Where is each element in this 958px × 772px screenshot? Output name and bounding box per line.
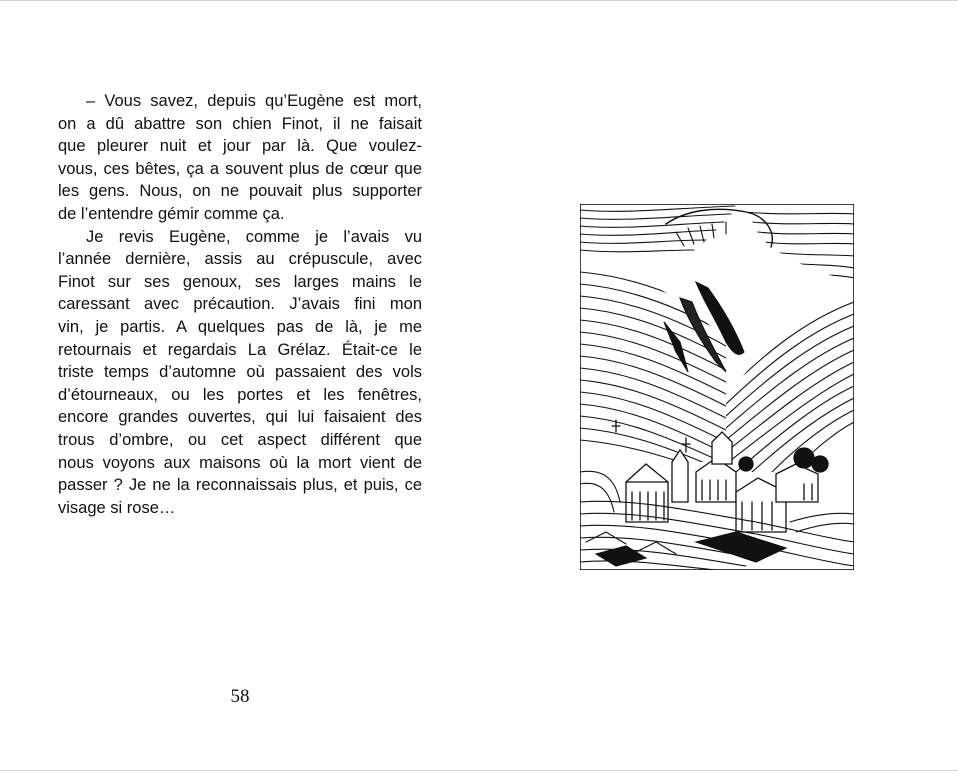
text-line: l’année dernière, assis au crépuscule, avec (58, 250, 422, 269)
top-border (0, 0, 958, 1)
bottom-border (0, 770, 958, 771)
text-line: trous d’ombre, ou cet aspect différent que (58, 430, 422, 449)
text-line: passer ? Je ne la reconnaissais plus, et puis, ce (58, 476, 422, 495)
text-line: de l’entendre gémir comme ça. (58, 204, 285, 223)
valley-drawing (576, 202, 858, 574)
text-line: triste temps d’automne où passaient des vols (58, 363, 422, 382)
text-line: les gens. Nous, on ne pouvait plus supporter (58, 182, 422, 201)
text-line: – Vous savez, depuis qu’Eugène est mort, (86, 92, 422, 110)
page-number: 58 (230, 686, 250, 707)
text-line: retournais et regardais La Grélaz. Était-ce le (58, 340, 422, 359)
text-line: on a dû abattre son chien Finot, il ne faisait (58, 114, 422, 133)
text-line: Finot sur ses genoux, ses larges mains le (58, 272, 422, 291)
text-line: d’étourneaux, ou les portes et les fenêtres, (58, 385, 422, 404)
body-text (58, 90, 422, 519)
text-line: vin, je partis. A quelques pas de là, je me (58, 317, 422, 336)
valley-illustration (576, 202, 858, 574)
text-line: visage si rose… (58, 498, 176, 517)
text-line: caressant avec précaution. J’avais fini mon (58, 295, 422, 314)
text-line: que pleurer nuit et jour par là. Que voulez- (58, 137, 422, 156)
text-line: encore grandes ouvertes, qui lui faisaient des (58, 408, 422, 427)
text-line: Je revis Eugène, comme je l’avais vu (86, 227, 422, 246)
text-line: nous voyons aux maisons où la mort vient de (58, 453, 422, 472)
text-line: vous, ces bêtes, ça a souvent plus de cœur que (58, 159, 422, 178)
